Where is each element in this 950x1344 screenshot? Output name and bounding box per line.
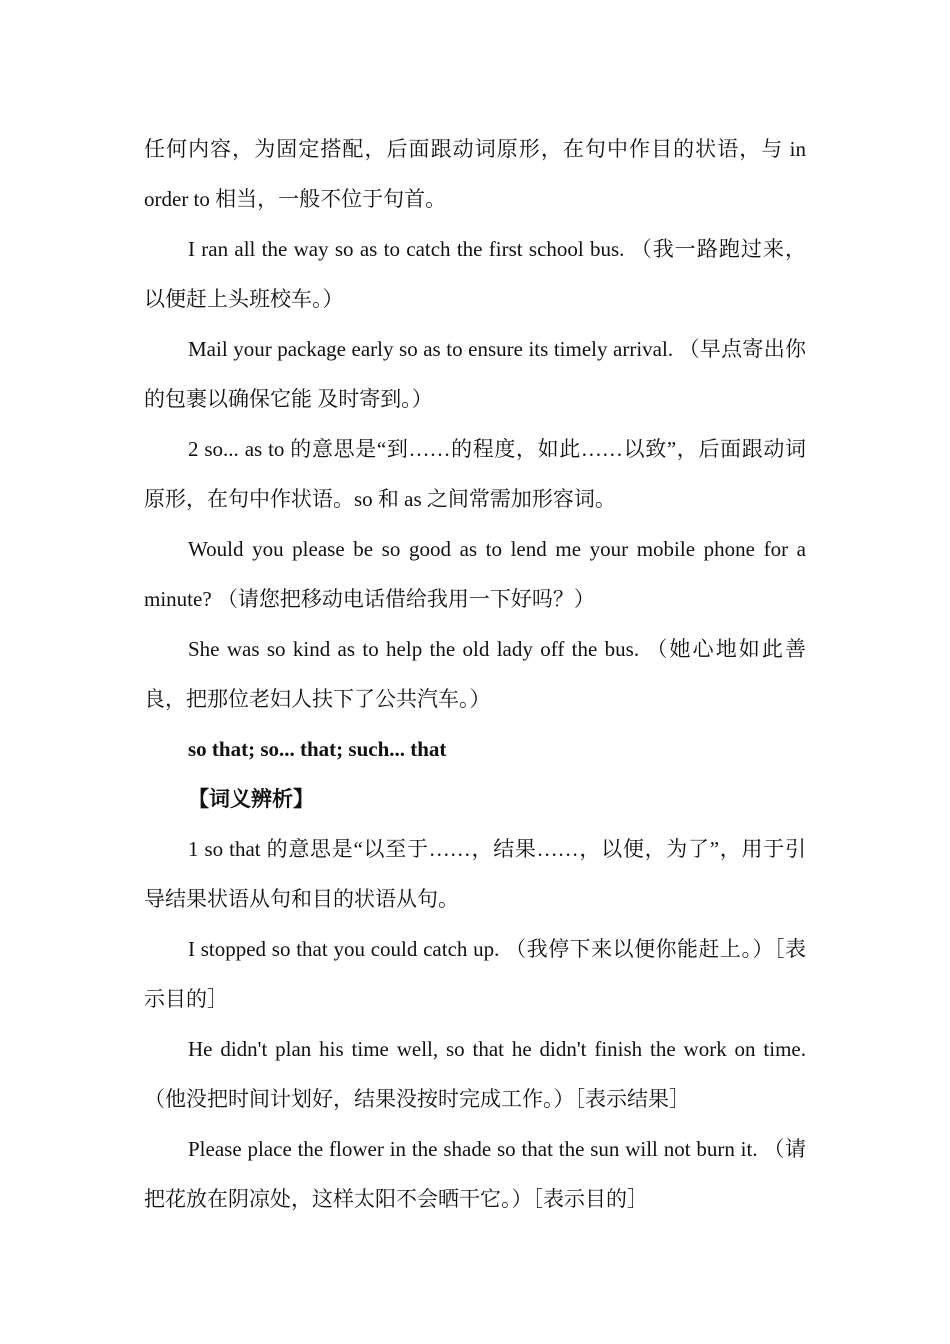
example-sentence-catch-bus: I ran all the way so as to catch the first school bus. （我一路跑过来，以便赶上头班校车。）	[144, 237, 806, 311]
example-sentence-plan-time: He didn't plan his time well, so that he didn't finish the work on time. （他没把时间计划好，结果没按时完成工作。）［表示结果］	[144, 1037, 806, 1111]
example-sentence-flower-shade: Please place the flower in the shade so that the sun will not burn it. （请把花放在阴凉处，这样太阳不会晒干它。）［表示目的］	[144, 1137, 806, 1211]
section-heading-so-that: so that; so... that; such... that	[188, 737, 447, 761]
example-sentence-old-lady: She was so kind as to help the old lady off the bus. （她心地如此善良，把那位老妇人扶下了公共汽车。）	[144, 637, 806, 711]
example-sentence-mobile-phone: Would you please be so good as to lend me your mobile phone for a minute? （请您把移动电话借给我用一下好吗？）	[144, 537, 806, 611]
example-sentence-mail-package: Mail your package early so as to ensure its timely arrival. （早点寄出你的包裹以确保它能 及时寄到。）	[144, 337, 806, 411]
paragraph-continuation: 任何内容，为固定搭配，后面跟动词原形，在句中作目的状语，与 in order to 相当，一般不位于句首。	[144, 137, 806, 211]
section-heading-word-analysis: 【词义辨析】	[188, 787, 314, 811]
explanation-so-that: 1 so that 的意思是“以至于……，结果……，以便，为了”，用于引导结果状语从句和目的状语从句。	[144, 837, 806, 911]
document-body	[144, 124, 806, 1224]
explanation-so-as-to: 2 so... as to 的意思是“到……的程度，如此……以致”，后面跟动词原形，在句中作状语。so 和 as 之间常需加形容词。	[144, 437, 806, 511]
example-sentence-catch-up: I stopped so that you could catch up. （我停下来以便你能赶上。）［表示目的］	[144, 937, 806, 1011]
